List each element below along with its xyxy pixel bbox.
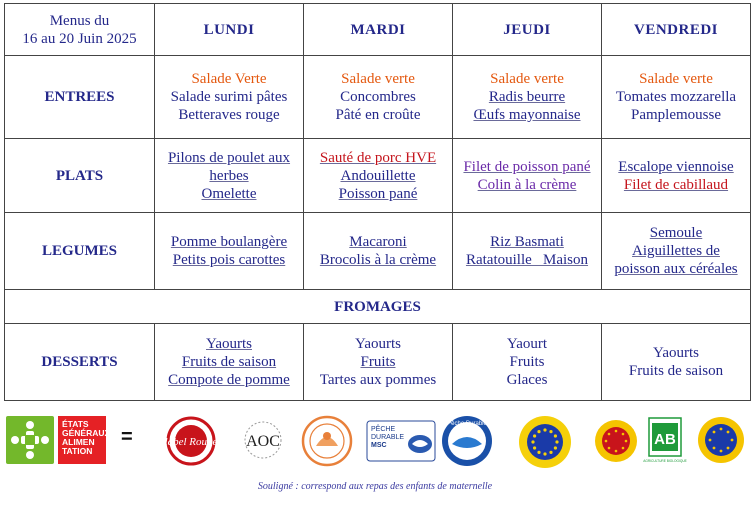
svg-text:AOC: AOC <box>246 433 280 450</box>
svg-text:DURABLE: DURABLE <box>371 434 405 441</box>
menu-table <box>4 3 751 401</box>
plats-vendredi <box>602 139 751 213</box>
legumes-lundi <box>155 213 304 290</box>
svg-text:label Rouge: label Rouge <box>164 436 218 448</box>
svg-text:AB: AB <box>654 431 676 448</box>
dish-maternelle: Semoule <box>649 225 703 241</box>
day-lundi: LUNDI <box>155 4 304 56</box>
dish: Yaourt <box>506 336 548 352</box>
dish-maternelle: Brocolis à la crème <box>319 252 437 268</box>
dish-maternelle: Radis beurre <box>488 89 566 105</box>
dish: Betteraves rouge <box>178 107 280 123</box>
category-legumes: LEGUMES <box>5 213 155 290</box>
certification-seal-logo <box>300 414 354 473</box>
dish-maternelle: Aiguillettes de <box>632 243 720 259</box>
quality-labels-strip <box>0 410 750 472</box>
dish: Concombres <box>340 89 416 105</box>
igp-logo <box>696 415 746 470</box>
dish-maternelle: Compote de pomme <box>168 372 290 388</box>
dish-maternelle: Andouillette <box>340 167 416 184</box>
legumes-vendredi <box>602 213 751 290</box>
dish-maternelle: Colin à la crème <box>477 176 577 193</box>
day-vendredi: VENDREDI <box>602 4 751 56</box>
dish: Tartes aux pommes <box>319 372 437 388</box>
aop-logo <box>593 418 639 469</box>
aoc-logo <box>241 416 285 469</box>
svg-text:Pêche Durable: Pêche Durable <box>447 421 487 427</box>
desserts-row <box>5 324 751 401</box>
dish-maternelle: Poisson pané <box>338 185 418 202</box>
dish-maternelle: Ratatouille Maison <box>465 252 589 268</box>
label-rouge-logo <box>163 416 219 471</box>
peche-durable-logo <box>440 414 494 473</box>
svg-text:MSC: MSC <box>371 442 387 449</box>
legend-caption: Souligné : correspond aux repas des enfants de maternelle <box>257 481 493 492</box>
dish: Salade verte <box>341 71 415 87</box>
category-fromages: FROMAGES <box>5 290 751 324</box>
dish-maternelle: Pomme boulangère <box>170 234 288 250</box>
dish: Yaourts <box>355 336 401 352</box>
day-mardi: MARDI <box>304 4 453 56</box>
plats-row <box>5 139 751 213</box>
entrees-vendredi <box>602 56 751 139</box>
desserts-jeudi <box>453 324 602 401</box>
menu-title: Menus du <box>49 12 110 29</box>
plats-mardi <box>304 139 453 213</box>
dish-maternelle: Filet de cabillaud <box>623 176 729 193</box>
dish: Fruits <box>509 354 545 370</box>
equals-sign: = <box>121 426 133 448</box>
dish-maternelle: Macaroni <box>349 234 407 250</box>
dish: Salade verte <box>639 71 713 87</box>
plats-lundi <box>155 139 304 213</box>
entrees-jeudi <box>453 56 602 139</box>
dish: Salade Verte <box>191 71 267 87</box>
dish-maternelle: Pilons de poulet aux <box>167 149 291 166</box>
category-entrees: ENTREES <box>5 56 155 139</box>
agriculture-biologique-logo <box>643 417 687 472</box>
dish-maternelle: Omelette <box>201 185 257 202</box>
desserts-vendredi <box>602 324 751 401</box>
svg-text:AGRICULTURE BIOLOGIQUE: AGRICULTURE BIOLOGIQUE <box>643 459 687 463</box>
entrees-mardi <box>304 56 453 139</box>
dish: Pâté en croûte <box>335 107 421 123</box>
dish-maternelle: herbes <box>209 167 249 184</box>
entrees-row <box>5 56 751 139</box>
menu-dates-cell <box>5 4 155 56</box>
egalim-logo: ÉTATS GÉNÉRAUX ALIMEN TATION <box>58 416 106 464</box>
dish-maternelle: Yaourts <box>206 336 252 352</box>
msc-logo <box>366 420 436 467</box>
dish-maternelle: Escalope viennoise <box>618 158 734 175</box>
dish-maternelle: Sauté de porc HVE <box>319 149 437 166</box>
dish: Tomates mozzarella <box>615 89 737 105</box>
dish: Pamplemousse <box>631 107 721 123</box>
plats-jeudi <box>453 139 602 213</box>
dish-maternelle: Fruits de saison <box>181 354 277 370</box>
header-row <box>5 4 751 56</box>
desserts-lundi <box>155 324 304 401</box>
egalim-people-icon <box>6 416 54 464</box>
menu-dates: 16 au 20 Juin 2025 <box>22 30 137 47</box>
dish: Yaourts <box>653 345 699 361</box>
dish: Glaces <box>506 372 548 388</box>
category-desserts: DESSERTS <box>5 324 155 401</box>
label-eu-quality-logo <box>517 414 573 475</box>
legumes-row <box>5 213 751 290</box>
category-plats: PLATS <box>5 139 155 213</box>
dish-maternelle: Filet de poisson pané <box>463 158 591 175</box>
svg-text:PÊCHE: PÊCHE <box>371 426 396 433</box>
fromages-row <box>5 290 751 324</box>
dish-maternelle: Riz Basmati <box>490 234 564 250</box>
dish: Fruits de saison <box>628 363 724 379</box>
desserts-mardi <box>304 324 453 401</box>
dish-maternelle: Petits pois carottes <box>172 252 286 268</box>
dish: Salade verte <box>490 71 564 87</box>
entrees-lundi <box>155 56 304 139</box>
legumes-jeudi <box>453 213 602 290</box>
dish-maternelle: poisson aux céréales <box>614 261 738 277</box>
legumes-mardi <box>304 213 453 290</box>
dish: Salade surimi pâtes <box>170 89 288 105</box>
day-jeudi: JEUDI <box>453 4 602 56</box>
dish-maternelle: Œufs mayonnaise <box>473 107 581 123</box>
dish-maternelle: Fruits <box>360 354 396 370</box>
